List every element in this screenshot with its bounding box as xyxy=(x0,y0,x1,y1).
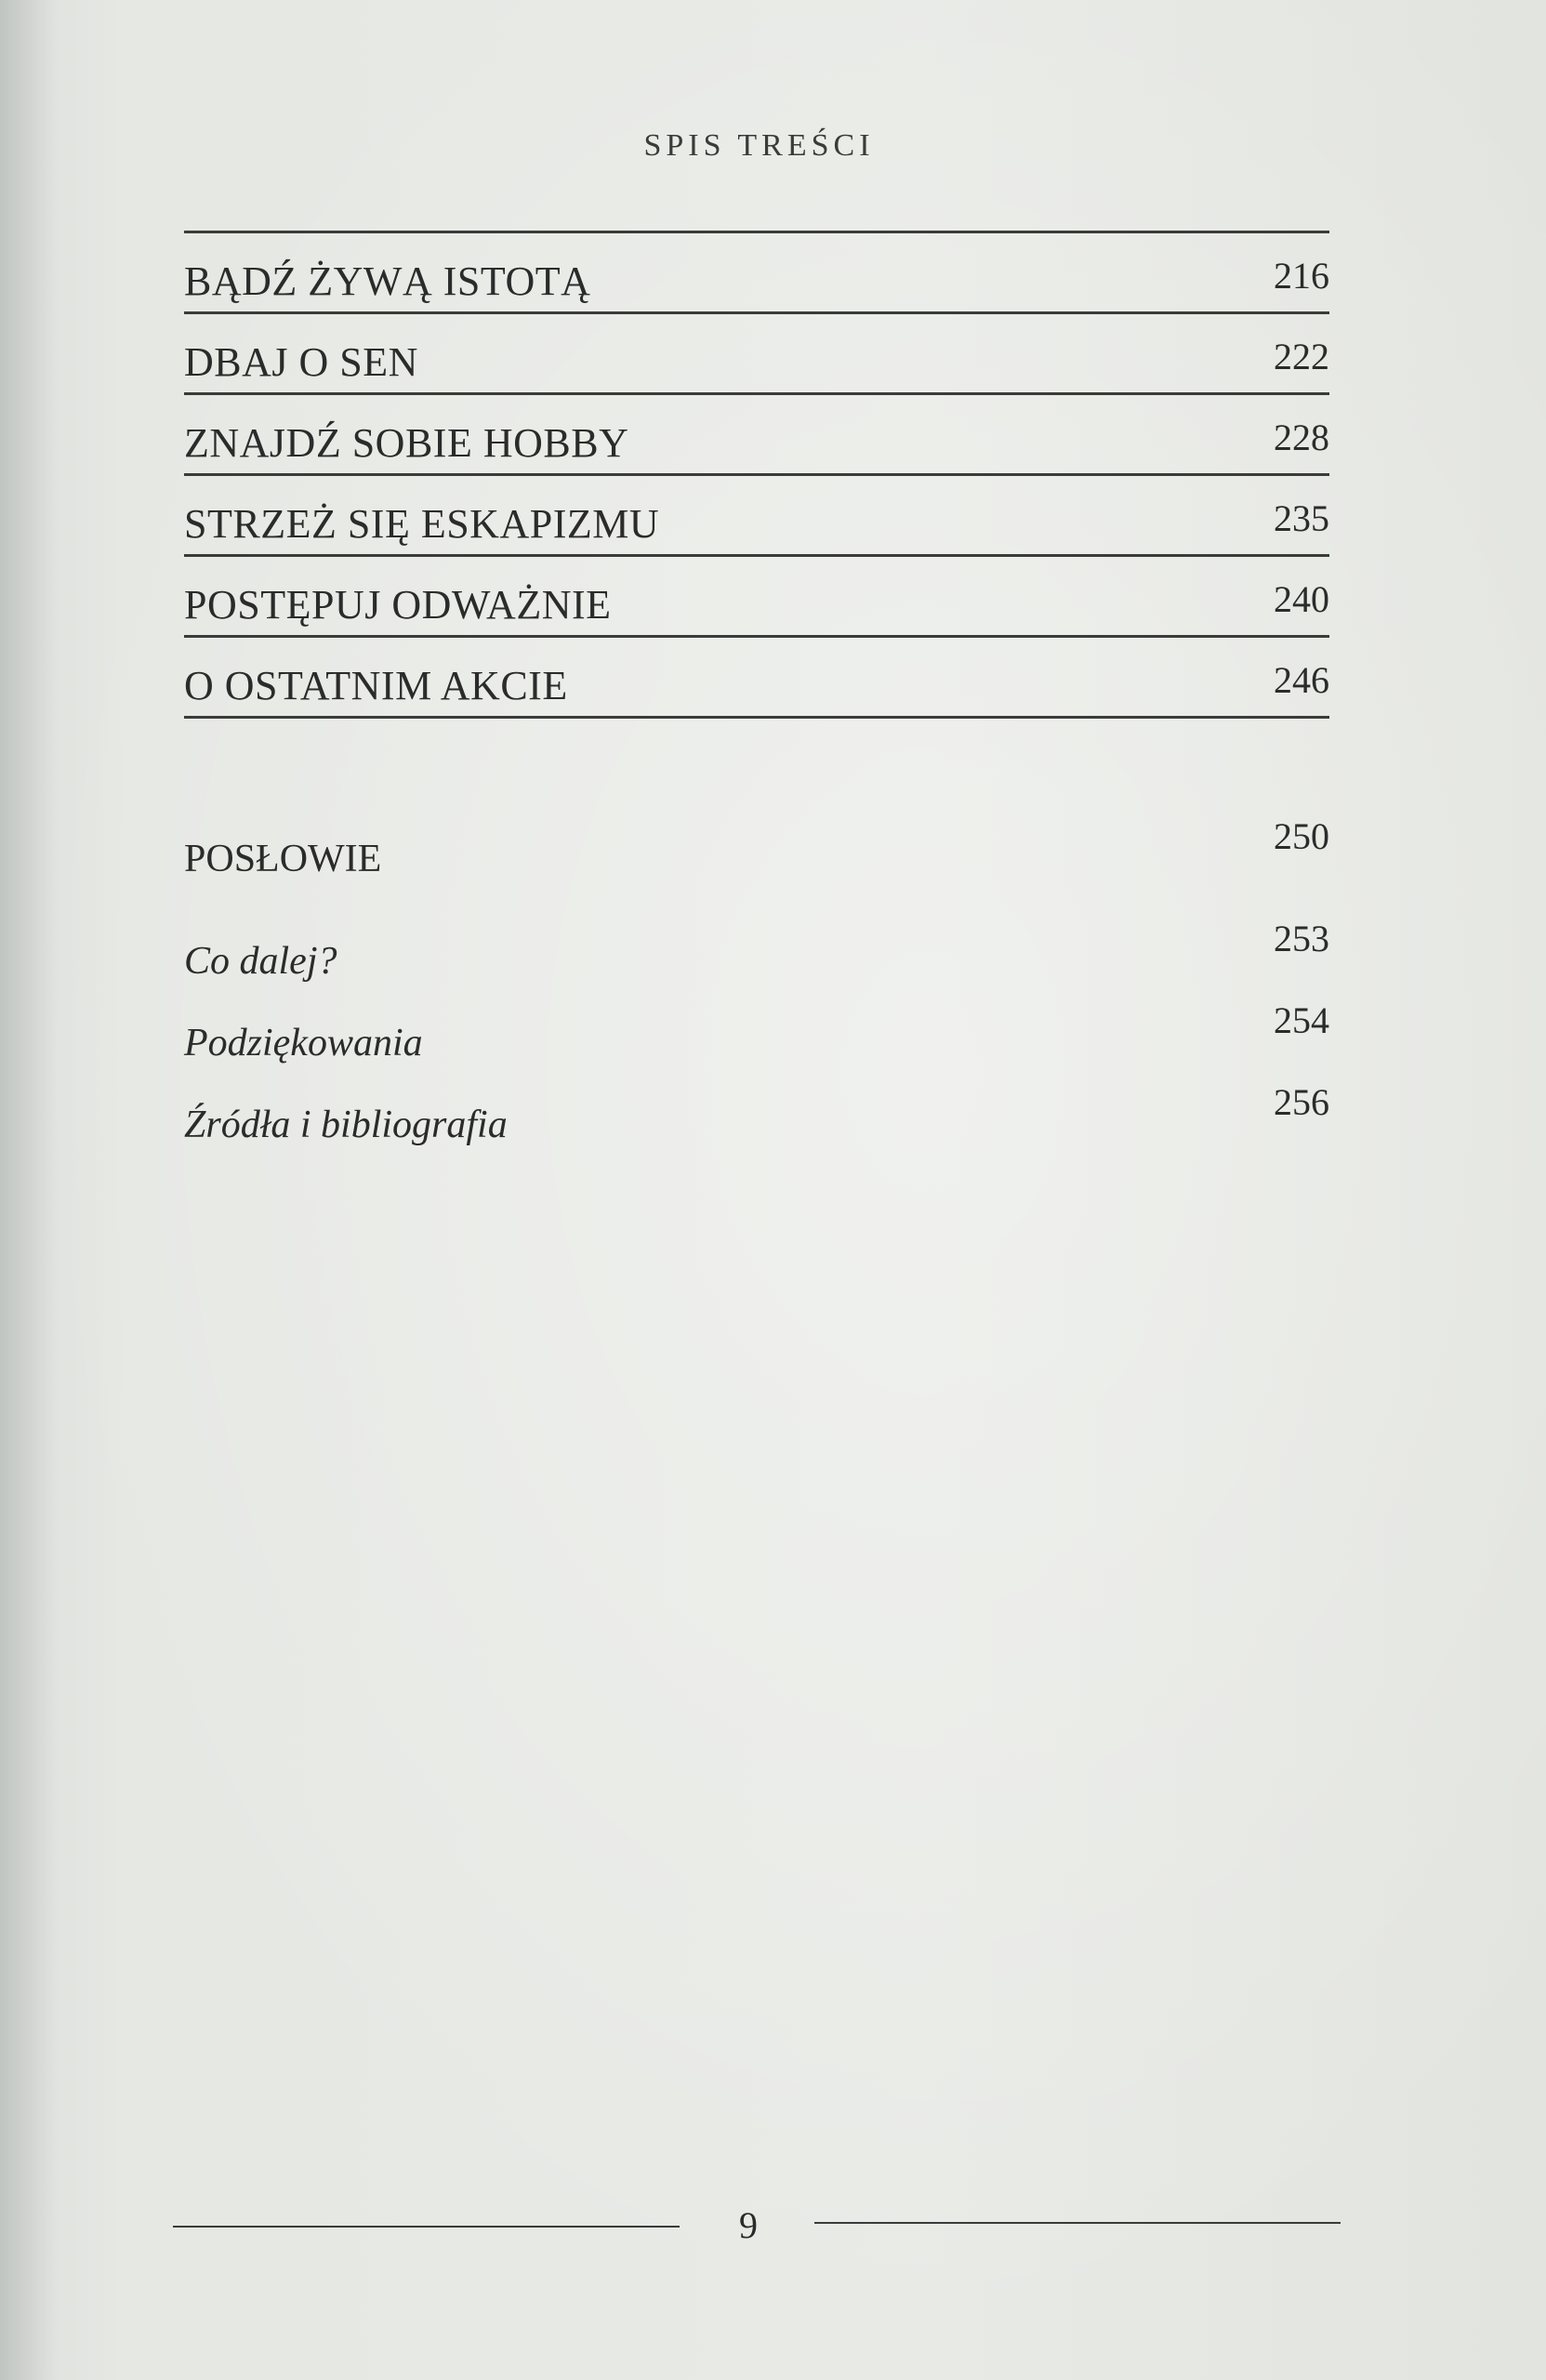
toc-entry-page: 240 xyxy=(1274,578,1329,620)
toc-entry-title: STRZEŻ SIĘ ESKAPIZMU xyxy=(184,501,660,547)
back-matter-list xyxy=(184,809,1329,1155)
toc-entry-title: POSTĘPUJ ODWAŻNIE xyxy=(184,582,612,628)
toc-entry-page: 228 xyxy=(1274,416,1329,458)
toc-entry xyxy=(184,638,1329,719)
table-of-contents xyxy=(184,231,1329,719)
toc-entry xyxy=(184,314,1329,395)
toc-entry xyxy=(184,557,1329,638)
running-head: SPIS TREŚCI xyxy=(643,128,875,163)
back-matter-page: 250 xyxy=(1274,815,1329,857)
back-matter-page: 253 xyxy=(1274,918,1329,959)
page-number: 9 xyxy=(739,2204,758,2246)
back-matter-title: Źródła i bibliografia xyxy=(184,1104,508,1146)
back-matter-entry xyxy=(184,991,1329,1073)
toc-entry-page: 235 xyxy=(1274,497,1329,539)
spine-shadow xyxy=(0,0,56,2380)
toc-entry-title: O OSTATNIM AKCIE xyxy=(184,663,568,708)
toc-entry xyxy=(184,233,1329,314)
toc-entry-title: BĄDŹ ŻYWĄ ISTOTĄ xyxy=(184,258,591,304)
toc-entry xyxy=(184,395,1329,476)
footer-rule-right xyxy=(814,2222,1341,2224)
toc-entry-page: 222 xyxy=(1274,336,1329,377)
back-matter-title: POSŁOWIE xyxy=(184,838,382,880)
page-footer xyxy=(0,2203,1546,2250)
toc-entry-page: 216 xyxy=(1274,255,1329,297)
toc-entry-page: 246 xyxy=(1274,659,1329,701)
toc-entry-title: DBAJ O SEN xyxy=(184,339,418,385)
toc-entry-title: ZNAJDŹ SOBIE HOBBY xyxy=(184,420,629,466)
back-matter-title: Podziękowania xyxy=(184,1022,423,1064)
footer-rule-left xyxy=(173,2226,680,2228)
back-matter-entry xyxy=(184,909,1329,991)
toc-entry xyxy=(184,476,1329,557)
back-matter-entry xyxy=(184,809,1329,909)
back-matter-page: 256 xyxy=(1274,1081,1329,1123)
back-matter-page: 254 xyxy=(1274,999,1329,1041)
back-matter-entry xyxy=(184,1073,1329,1155)
back-matter-title: Co dalej? xyxy=(184,940,337,983)
